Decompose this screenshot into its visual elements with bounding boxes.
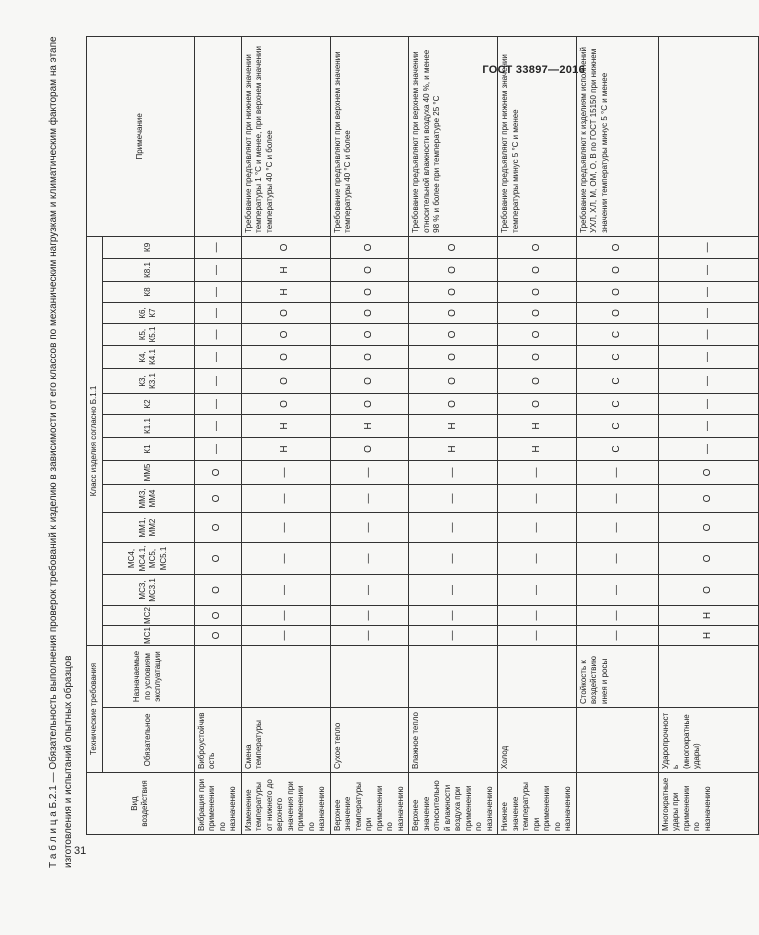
impact-type-cell: Верхнее значение относительной влажности воздуха при применении по назначению	[409, 773, 498, 835]
class-value-cell: О	[241, 394, 330, 415]
class-value-cell: —	[241, 513, 330, 543]
mandatory-cell: Ударопрочность (многократные удары)	[658, 708, 758, 773]
caption-label: Т а б л и ц а Б.2.1	[48, 785, 59, 868]
class-value-cell: О	[409, 346, 498, 369]
mandatory-cell: Смена температуры	[241, 708, 330, 773]
class-value-cell: —	[241, 543, 330, 575]
class-value-cell: —	[409, 485, 498, 513]
note-cell: Требование предъявляют при верхнем значении относительной влажности воздуха 40 %, и менее 98 % и более при температуре 25 °С	[409, 36, 498, 236]
class-value-cell: О	[498, 236, 577, 258]
header-note: Примечание	[87, 36, 195, 236]
table-row	[498, 36, 577, 834]
class-value-cell: —	[241, 626, 330, 646]
class-value-cell: —	[194, 369, 241, 394]
class-value-cell: О	[658, 485, 758, 513]
class-value-cell: —	[241, 575, 330, 606]
class-value-cell: О	[576, 236, 658, 258]
class-value-cell: —	[409, 606, 498, 626]
class-value-cell: С	[576, 394, 658, 415]
class-header: ММ5	[102, 461, 194, 485]
class-value-cell: —	[498, 606, 577, 626]
class-value-cell: О	[658, 461, 758, 485]
class-header: МС1	[102, 626, 194, 646]
class-value-cell: Н	[241, 259, 330, 282]
class-value-cell: О	[576, 303, 658, 324]
class-header: К4, К4.1	[102, 346, 194, 369]
class-value-cell: О	[409, 236, 498, 258]
header-tech-requirements: Технические требования	[87, 646, 103, 773]
caption-text: — Обязательность выполнения проверок требований к изделию в зависимости от его классов по механическим нагрузкам и климатическим факторам на этапе изготовления и испытаний опытных образцов	[48, 36, 74, 868]
class-value-cell: —	[330, 461, 409, 485]
class-value-cell: О	[241, 369, 330, 394]
class-value-cell: —	[498, 626, 577, 646]
class-value-cell: О	[194, 461, 241, 485]
class-value-cell: О	[498, 324, 577, 346]
class-value-cell: —	[498, 513, 577, 543]
class-value-cell: Н	[330, 415, 409, 438]
note-cell	[658, 36, 758, 236]
class-value-cell: —	[194, 438, 241, 461]
purpose-cell: Стойкость к воздействию инея и росы	[576, 646, 658, 708]
class-value-cell: Н	[409, 415, 498, 438]
class-value-cell: —	[241, 606, 330, 626]
class-value-cell: О	[409, 369, 498, 394]
table-row	[658, 36, 758, 834]
class-value-cell: —	[194, 415, 241, 438]
class-value-cell: О	[330, 282, 409, 303]
mandatory-cell: Виброустойчивость	[194, 708, 241, 773]
class-value-cell: —	[576, 485, 658, 513]
standard-number: ГОСТ 33897—2016	[482, 64, 585, 76]
class-value-cell: О	[498, 346, 577, 369]
table-row	[241, 36, 330, 834]
requirements-table	[86, 36, 759, 835]
class-value-cell: О	[409, 303, 498, 324]
table-row	[194, 36, 241, 834]
impact-type-cell: Изменение температуры от нижнего до верхнего значения при применении по назначению	[241, 773, 330, 835]
purpose-cell	[194, 646, 241, 708]
impact-type-cell	[576, 773, 658, 835]
class-value-cell: —	[658, 324, 758, 346]
class-value-cell: —	[576, 461, 658, 485]
class-value-cell: О	[658, 543, 758, 575]
class-value-cell: —	[194, 303, 241, 324]
class-value-cell: —	[194, 259, 241, 282]
class-header: К3, К3.1	[102, 369, 194, 394]
class-value-cell: —	[409, 513, 498, 543]
class-value-cell: О	[330, 438, 409, 461]
class-header: К6, К7	[102, 303, 194, 324]
class-value-cell: —	[658, 303, 758, 324]
class-value-cell: —	[658, 346, 758, 369]
class-value-cell: —	[658, 394, 758, 415]
class-value-cell: О	[330, 346, 409, 369]
class-value-cell: —	[658, 415, 758, 438]
impact-type-cell: Верхнее значение температуры при применении по назначению	[330, 773, 409, 835]
purpose-cell	[498, 646, 577, 708]
class-value-cell: С	[576, 324, 658, 346]
class-value-cell: —	[409, 575, 498, 606]
class-value-cell: О	[241, 236, 330, 258]
class-value-cell: О	[194, 543, 241, 575]
impact-type-cell: Вибрация при применении по назначению	[194, 773, 241, 835]
class-value-cell: О	[194, 575, 241, 606]
class-value-cell: —	[576, 543, 658, 575]
class-value-cell: Н	[658, 626, 758, 646]
class-header: К8.1	[102, 259, 194, 282]
class-value-cell: —	[194, 324, 241, 346]
class-value-cell: О	[409, 282, 498, 303]
class-value-cell: О	[498, 282, 577, 303]
class-value-cell: —	[241, 485, 330, 513]
note-cell: Требование предъявляют при верхнем значении температуры 40 °С и более	[330, 36, 409, 236]
class-value-cell: О	[330, 236, 409, 258]
class-value-cell: О	[658, 575, 758, 606]
header-mandatory: Обязательное	[102, 708, 194, 773]
class-value-cell: Н	[241, 415, 330, 438]
class-value-cell: О	[330, 369, 409, 394]
class-value-cell: Н	[498, 415, 577, 438]
class-value-cell: О	[498, 303, 577, 324]
class-value-cell: О	[241, 303, 330, 324]
class-value-cell: —	[498, 575, 577, 606]
note-cell: Требование предъявляют к изделиям исполнений УХЛ, ХЛ, М, ОМ, О, В по ГОСТ 15150 при нижнем значении температуры минус 5 °С и менее	[576, 36, 658, 236]
class-value-cell: О	[409, 259, 498, 282]
class-value-cell: С	[576, 346, 658, 369]
class-value-cell: —	[330, 485, 409, 513]
header-impact-type: Вид воздействия	[87, 773, 195, 835]
class-value-cell: О	[658, 513, 758, 543]
class-header: К8	[102, 282, 194, 303]
class-value-cell: О	[498, 259, 577, 282]
class-header: МС2	[102, 606, 194, 626]
class-value-cell: —	[194, 236, 241, 258]
class-header: ММ1, ММ2	[102, 513, 194, 543]
class-value-cell: О	[194, 606, 241, 626]
class-value-cell: —	[576, 606, 658, 626]
class-header: МС4, МС4.1, МС5, МС5.1	[102, 543, 194, 575]
table-caption	[46, 23, 76, 868]
purpose-cell	[409, 646, 498, 708]
class-value-cell: —	[658, 236, 758, 258]
table-row	[330, 36, 409, 834]
class-value-cell: Н	[241, 282, 330, 303]
mandatory-cell	[576, 708, 658, 773]
class-value-cell: —	[658, 259, 758, 282]
class-value-cell: —	[330, 575, 409, 606]
header-purpose: Назначаемые по условиям эксплуатации	[102, 646, 194, 708]
class-value-cell: —	[409, 626, 498, 646]
class-value-cell: О	[194, 485, 241, 513]
class-value-cell: С	[576, 415, 658, 438]
class-value-cell: —	[241, 461, 330, 485]
class-value-cell: —	[576, 626, 658, 646]
page-number: 31	[74, 845, 87, 857]
class-value-cell: О	[576, 259, 658, 282]
class-value-cell: О	[576, 282, 658, 303]
class-value-cell: Н	[409, 438, 498, 461]
class-value-cell: —	[658, 438, 758, 461]
class-value-cell: —	[194, 346, 241, 369]
class-value-cell: —	[194, 394, 241, 415]
class-value-cell: Н	[658, 606, 758, 626]
mandatory-cell: Сухое тепло	[330, 708, 409, 773]
class-value-cell: —	[498, 543, 577, 575]
class-value-cell: —	[330, 626, 409, 646]
purpose-cell	[241, 646, 330, 708]
class-value-cell: О	[194, 513, 241, 543]
class-value-cell: О	[409, 324, 498, 346]
rotated-content	[46, 23, 713, 868]
class-header: К5, К5.1	[102, 324, 194, 346]
header-class-group: Класс изделия согласно Б.1.1	[87, 236, 103, 645]
class-value-cell: Н	[498, 438, 577, 461]
note-cell	[194, 36, 241, 236]
class-value-cell: О	[330, 303, 409, 324]
impact-type-cell: Нижнее значение температуры при применении по назначению	[498, 773, 577, 835]
class-value-cell: О	[330, 324, 409, 346]
class-value-cell: О	[409, 394, 498, 415]
class-value-cell: С	[576, 369, 658, 394]
class-header: ММ3, ММ4	[102, 485, 194, 513]
class-value-cell: —	[658, 369, 758, 394]
class-value-cell: О	[241, 346, 330, 369]
note-cell: Требование предъявляют при нижнем значении температуры 1 °С и менее, при верхнем значении температуры 40 °С и более	[241, 36, 330, 236]
class-value-cell: О	[498, 394, 577, 415]
class-value-cell: —	[409, 543, 498, 575]
mandatory-cell: Влажное тепло	[409, 708, 498, 773]
class-value-cell: —	[330, 606, 409, 626]
class-value-cell: О	[194, 626, 241, 646]
class-value-cell: —	[658, 282, 758, 303]
class-value-cell: О	[241, 324, 330, 346]
purpose-cell	[658, 646, 758, 708]
class-value-cell: О	[330, 394, 409, 415]
class-header: К2	[102, 394, 194, 415]
table-row	[576, 36, 658, 834]
class-value-cell: —	[576, 513, 658, 543]
class-value-cell: —	[498, 461, 577, 485]
table-row	[409, 36, 498, 834]
class-value-cell: —	[194, 282, 241, 303]
class-value-cell: —	[330, 513, 409, 543]
class-value-cell: С	[576, 438, 658, 461]
class-value-cell: —	[409, 461, 498, 485]
class-header: К1.1	[102, 415, 194, 438]
class-header: К9	[102, 236, 194, 258]
note-cell: Требование предъявляют при нижнем значении температуры минус 5 °С и менее	[498, 36, 577, 236]
class-header: МС3, МС3.1	[102, 575, 194, 606]
mandatory-cell: Холод	[498, 708, 577, 773]
class-value-cell: Н	[241, 438, 330, 461]
class-value-cell: О	[330, 259, 409, 282]
class-value-cell: —	[498, 485, 577, 513]
class-header: К1	[102, 438, 194, 461]
class-value-cell: —	[330, 543, 409, 575]
class-value-cell: —	[576, 575, 658, 606]
class-value-cell: О	[498, 369, 577, 394]
purpose-cell	[330, 646, 409, 708]
impact-type-cell: Многократные удары при применении по назначению	[658, 773, 758, 835]
